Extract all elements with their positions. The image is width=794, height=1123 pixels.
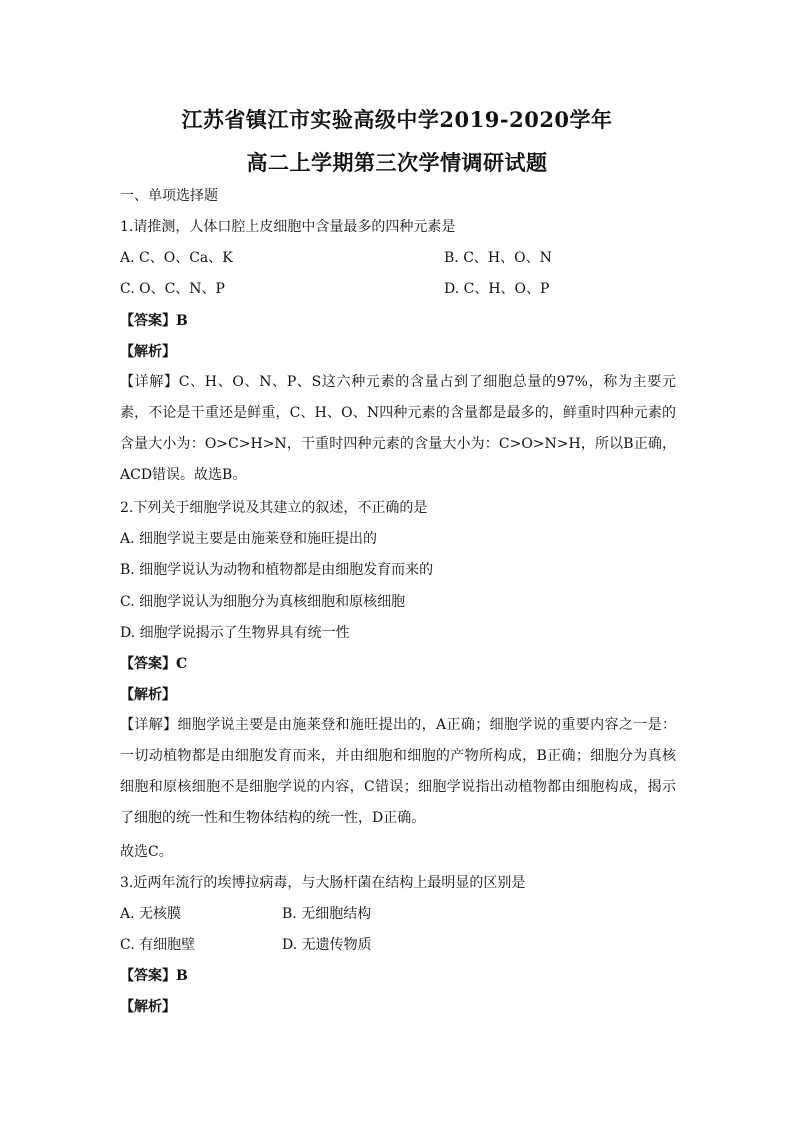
q1-answer: 【答案】B <box>120 313 188 329</box>
document-title-line2: 高二上学期第三次学情调研试题 <box>246 150 548 175</box>
q2-option-d: D. 细胞学说揭示了生物界具有统一性 <box>120 625 350 641</box>
q2-conclusion: 故选C。 <box>120 844 173 860</box>
q3-option-b: B. 无细胞结构 <box>282 906 372 922</box>
q3-answer: 【答案】B <box>120 968 188 984</box>
q1-option-b: B. C、H、O、N <box>444 250 552 266</box>
q1-detail: 【详解】C、H、O、N、P、S这六种元素的含量占到了细胞总量的97%，称为主要元素，不论是干重还是鲜重，C、H、O、N四种元素的含量都是最多的，鲜重时四种元素的含量大小为：O>C>H>N，干重时四种元素的含量大小为：C>O>N>H，所以B正确，ACD错误。故选B。 <box>120 374 676 483</box>
q2-option-c: C. 细胞学说认为细胞分为真核细胞和原核细胞 <box>120 594 406 610</box>
q1-stem: 1.请推测，人体口腔上皮细胞中含量最多的四种元素是 <box>120 219 456 235</box>
q1-option-c: C. O、C、N、P <box>120 281 225 297</box>
q2-stem: 2.下列关于细胞学说及其建立的叙述，不正确的是 <box>120 500 428 516</box>
q3-option-c: C. 有细胞壁 <box>120 937 196 953</box>
q3-analysis-label: 【解析】 <box>120 999 176 1015</box>
q3-stem: 3.近两年流行的埃博拉病毒，与大肠杆菌在结构上最明显的区别是 <box>120 875 526 891</box>
q3-option-a: A. 无核膜 <box>120 906 182 922</box>
q2-option-a: A. 细胞学说主要是由施莱登和施旺提出的 <box>120 531 378 547</box>
q1-option-d: D. C、H、O、P <box>444 281 550 297</box>
q2-detail: 【详解】细胞学说主要是由施莱登和施旺提出的，A正确；细胞学说的重要内容之一是：一切动植物都是由细胞发育而来，并由细胞和细胞的产物所构成，B正确；细胞分为真核细胞和原核细胞不是细胞学说的内容，C错误；细胞学说指出动植物都由细胞构成，揭示了细胞的统一性和生物体结构的统一性，D正确。 <box>120 717 676 826</box>
q2-answer: 【答案】C <box>120 656 188 672</box>
q2-option-b: B. 细胞学说认为动物和植物都是由细胞发育而来的 <box>120 562 434 578</box>
q1-analysis-label: 【解析】 <box>120 344 176 360</box>
section-heading: 一、单项选择题 <box>120 188 218 204</box>
document-title-line1: 江苏省镇江市实验高级中学2019-2020学年 <box>181 107 613 132</box>
q2-analysis-label: 【解析】 <box>120 687 176 703</box>
q1-option-a: A. C、O、Ca、K <box>120 250 233 266</box>
q3-option-d: D. 无遗传物质 <box>282 937 372 953</box>
